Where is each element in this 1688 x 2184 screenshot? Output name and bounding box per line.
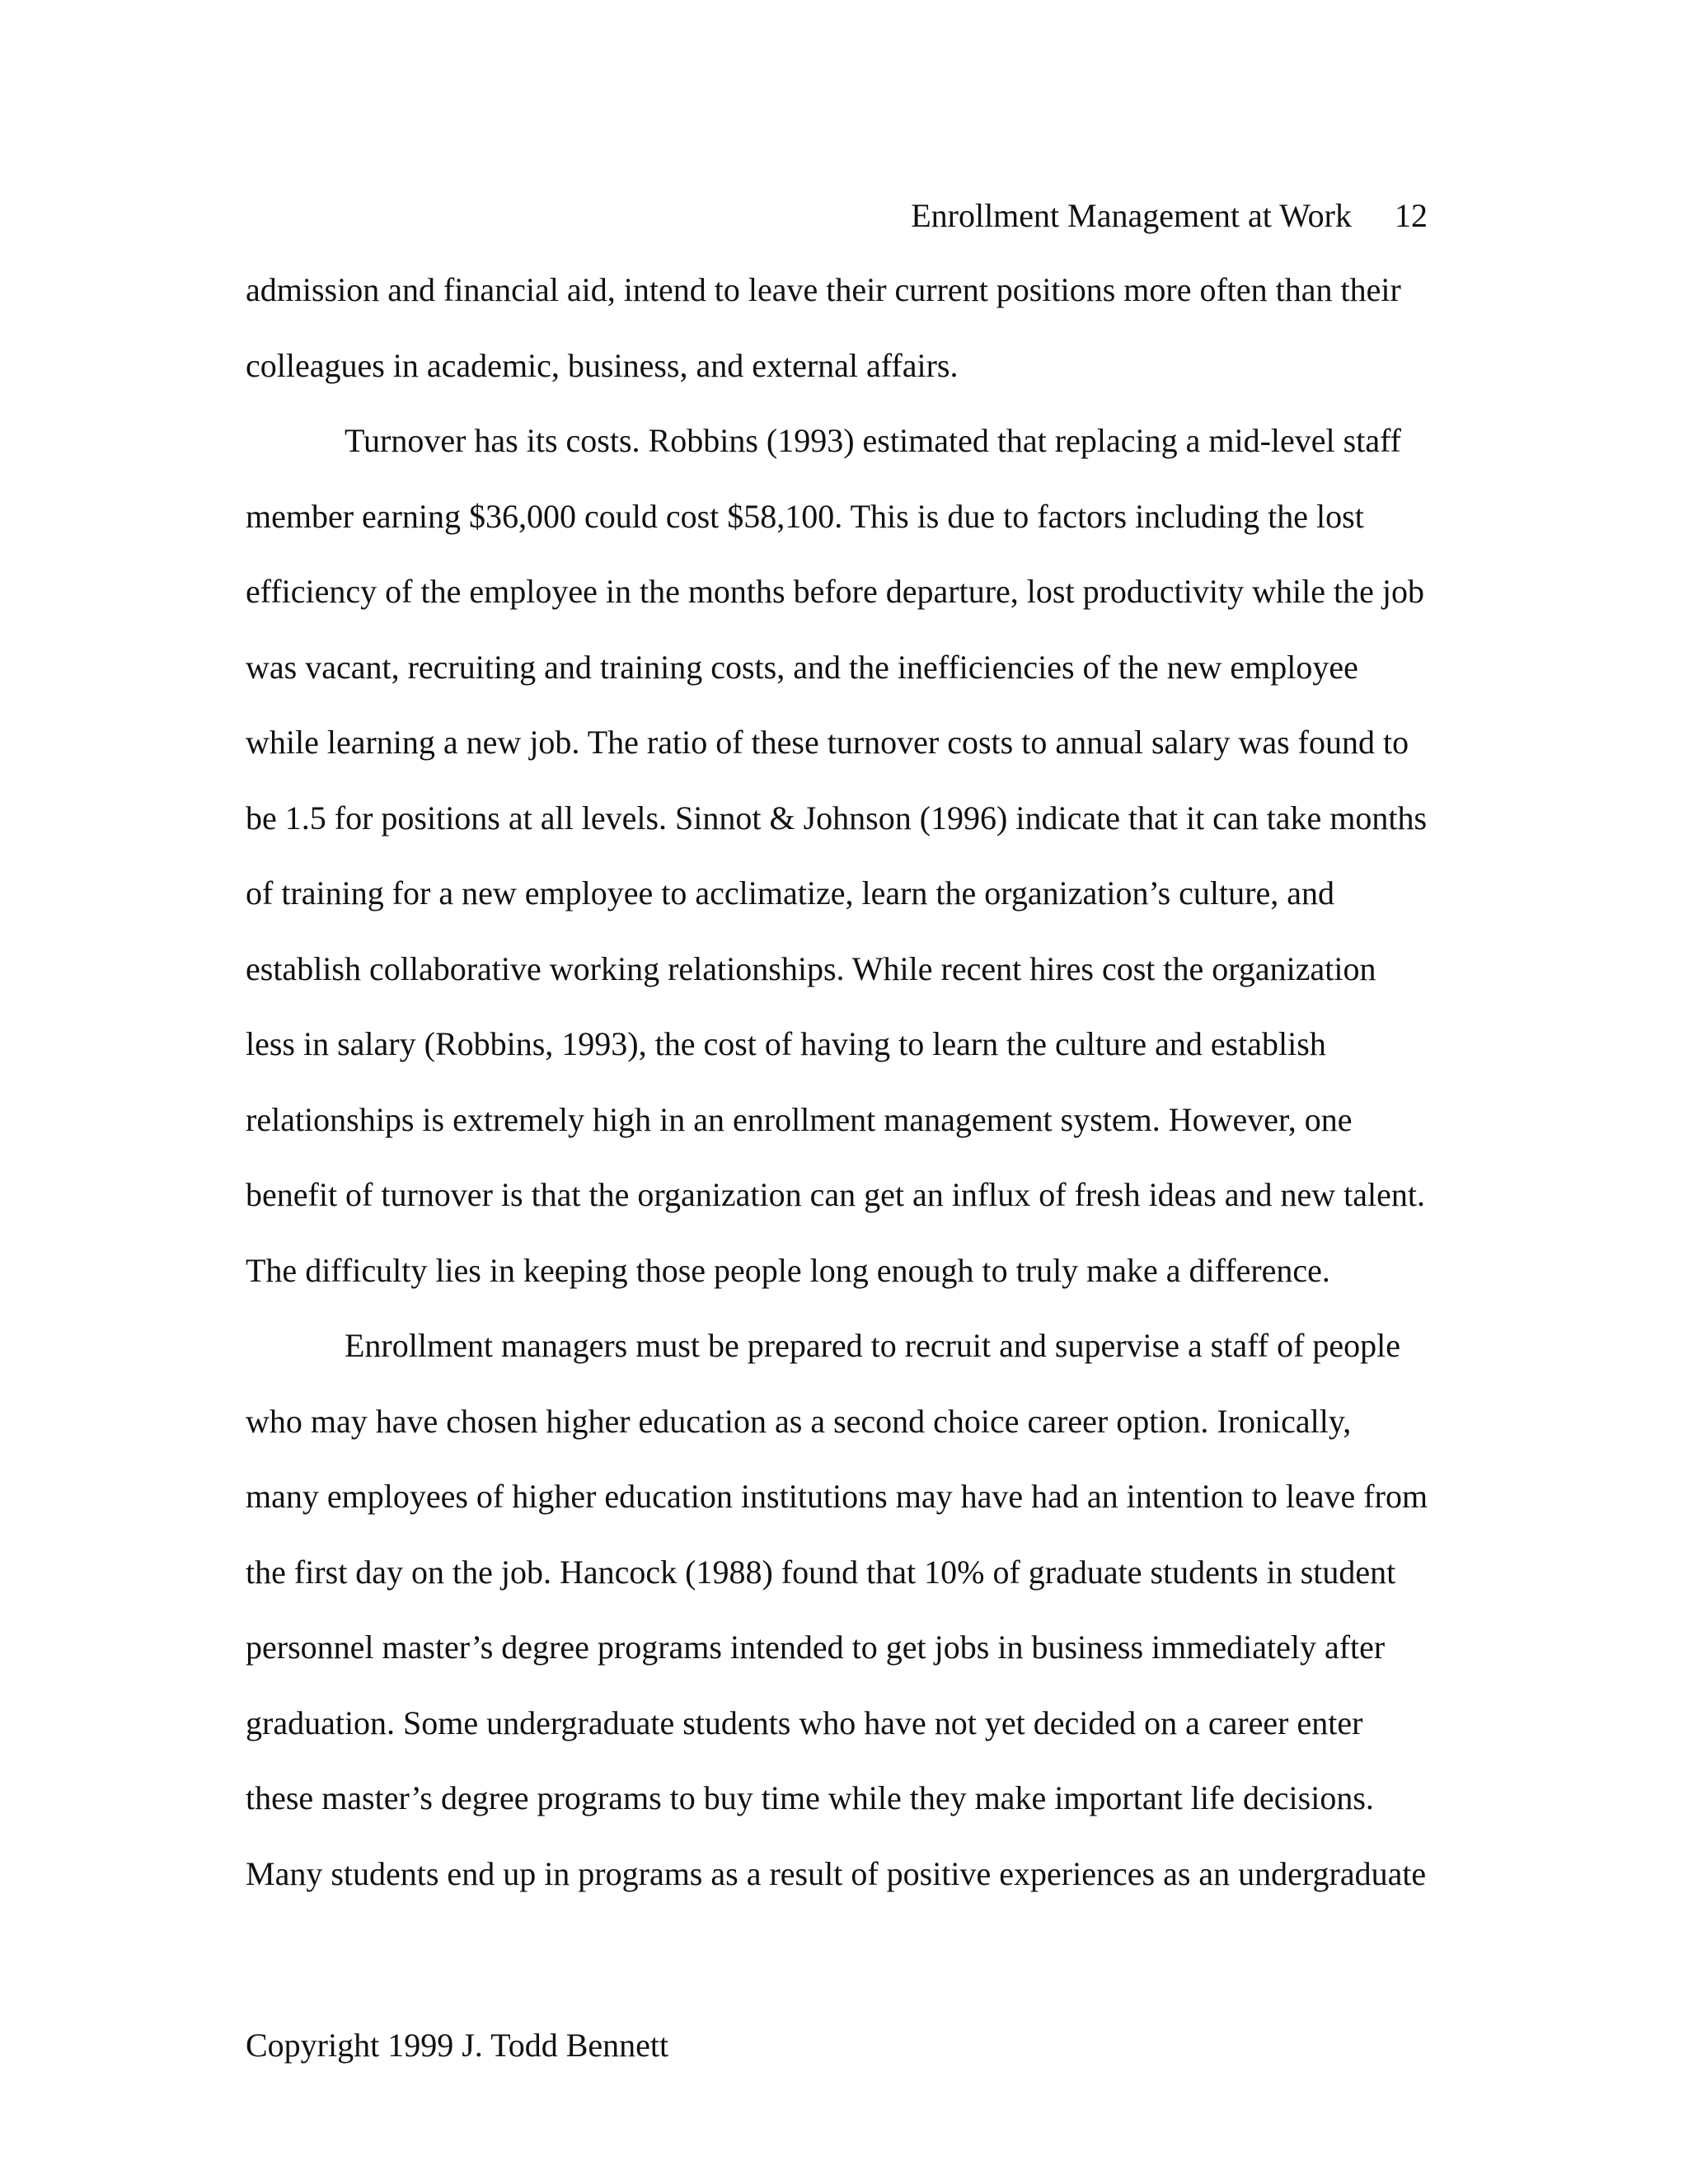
text-line: relationships is extremely high in an enrollment management system. However, one [246,1100,1353,1138]
text-line: establish collaborative working relationships. While recent hires cost the organization [246,949,1376,987]
text-line: colleagues in academic, business, and external affairs. [246,346,959,384]
text-line: of training for a new employee to acclimatize, learn the organization’s culture, and [246,874,1334,912]
text-line: these master’s degree programs to buy time while they make important life decisions. [246,1779,1374,1816]
text-line: while learning a new job. The ratio of these turnover costs to annual salary was found to [246,724,1409,761]
text-line: graduation. Some undergraduate students who have not yet decided on a career enter [246,1704,1363,1741]
text-line: be 1.5 for positions at all levels. Sinnot & Johnson (1996) indicate that it can take months [246,799,1428,837]
page-number: 12 [1395,197,1428,234]
text-line: who may have chosen higher education as a second choice career option. Ironically, [246,1402,1352,1440]
text-line: less in salary (Robbins, 1993), the cost of having to learn the culture and establish [246,1025,1326,1062]
text-line: was vacant, recruiting and training costs, and the inefficiencies of the new employee [246,648,1358,686]
paragraph-first-line: Enrollment managers must be prepared to recruit and supervise a staff of people [345,1327,1401,1364]
paragraph-first-line: Turnover has its costs. Robbins (1993) estimated that replacing a mid-level staff [345,422,1401,459]
text-line: The difficulty lies in keeping those people long enough to truly make a difference. [246,1251,1330,1289]
running-head [911,194,1428,237]
body-text [246,269,1432,1928]
text-line: admission and financial aid, intend to leave their current positions more often than their [246,271,1401,308]
text-line: personnel master’s degree programs intended to get jobs in business immediately after [246,1629,1386,1666]
text-line: Many students end up in programs as a result of positive experiences as an undergraduate [246,1854,1427,1892]
footer-copyright: Copyright 1999 J. Todd Bennett [246,2027,669,2064]
text-line: benefit of turnover is that the organization can get an influx of fresh ideas and new talent. [246,1176,1425,1213]
text-line: efficiency of the employee in the months before departure, lost productivity while the job [246,573,1424,610]
text-line: many employees of higher education institutions may have had an intention to leave from [246,1478,1428,1515]
text-line: member earning $36,000 could cost $58,100. This is due to factors including the lost [246,497,1364,535]
running-title: Enrollment Management at Work [911,197,1352,234]
text-line: the first day on the job. Hancock (1988) found that 10% of graduate students in student [246,1553,1396,1591]
